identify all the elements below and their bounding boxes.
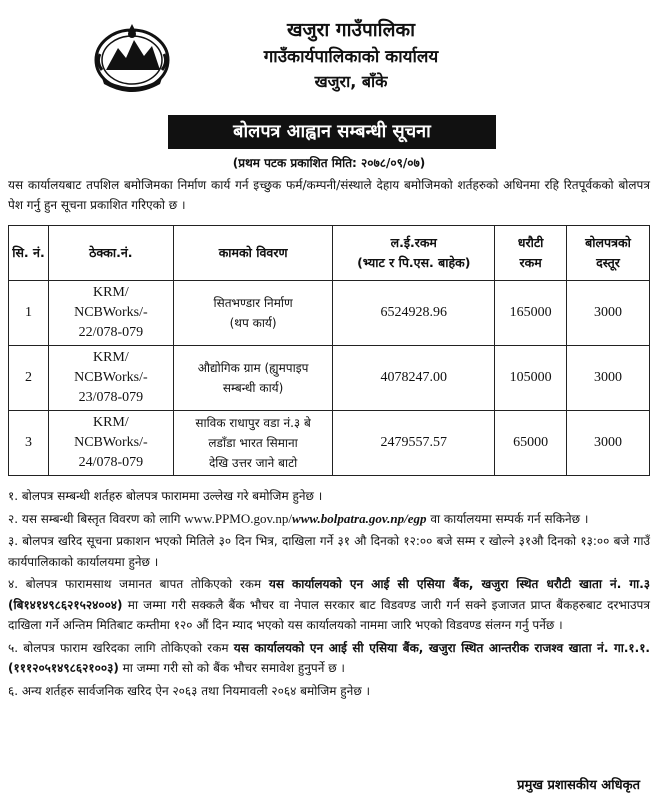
table-row [9, 346, 650, 411]
cell-description: सितभण्डार निर्माण (थप कार्य) [173, 281, 333, 346]
header-contract: ठेक्का.नं. [48, 226, 173, 281]
condition-6: ६. अन्य शर्तहरु सार्वजनिक खरिद ऐन २०६३ तथा नियमावली २०६४ बमोजिम हुनेछ । [8, 683, 371, 698]
cell-estimate: 4078247.00 [333, 346, 495, 411]
cell-deposit: 65000 [495, 411, 567, 476]
notice-intro: यस कार्यालयबाट तपशिल बमोजिमका निर्माण कार्य गर्न इच्छुक फर्म/कम्पनी/संस्थाले देहाय बमोजिमको शर्तहरुको अधिनमा रहि रितपूर्वकको बोलपत्र पेश गर्नु हुन सूचना प्रकाशित गरिएको छ । [8, 178, 650, 212]
organization-block [206, 18, 496, 92]
cell-contract: KRM/ NCBWorks/- 24/078-079 [48, 411, 173, 476]
cell-sn: 2 [9, 346, 49, 411]
condition-2: २. यस सम्बन्धी बिस्तृत विवरण को लागि www.PPMO.gov.np/www.bolpatra.gov.np/egp वा कार्यालयमा सम्पर्क गर्न सकिनेछ । [8, 510, 589, 526]
condition-4: ४. बोलपत्र फारामसाथ जमानत बापत तोकिएको रकम यस कार्यालयको एन आई सी एसिया बैंक, खजुरा स्थित धरौटी खाता नं. गा.३ (बि१४१४९८६२१५२४००४) मा जम्मा गरी सक्कलै बैंक भौचर वा नेपाल सरकार बाट विडवण्ड जारी गर्न सक्ने इजाजत प्राप्त बैंकहरुबाट दरभाउपत्र दाखिला गर्ने अन्तिम मितिबाट कम्तीमा १२० औं दिन म्याद भएको यस कार्यालयको नाममा जारि भएको विडवण्ड संलग्न गर्नु पर्नेछ । [8, 577, 650, 632]
cell-estimate: 6524928.96 [333, 281, 495, 346]
condition-1: १. बोलपत्र सम्बन्धी शर्तहरु बोलपत्र फाराममा उल्लेख गरे बमोजिम हुनेछ । [8, 489, 323, 503]
cell-description: साविक राधापुर वडा नं.३ बे लडाँडा भारत सिमाना देखि उत्तर जाने बाटो [173, 411, 333, 476]
works-table [8, 225, 650, 476]
publication-date: (प्रथम पटक प्रकाशित मिति: २०७८/०९/०७) [232, 156, 426, 170]
cell-contract: KRM/ NCBWorks/- 23/078-079 [48, 346, 173, 411]
cell-sn: 1 [9, 281, 49, 346]
ppmo-link[interactable]: www.PPMO.gov.np/ [184, 510, 293, 526]
org-name: खजुरा गाउँपालिका [286, 19, 415, 41]
nepal-government-emblem [92, 18, 172, 98]
header-fee: बोलपत्रको दस्तूर [567, 226, 650, 281]
cell-deposit: 165000 [495, 281, 567, 346]
conditions-list [8, 486, 650, 703]
header-estimate: ल.ई.रकम (भ्याट र पि.एस. बाहेक) [333, 226, 495, 281]
cell-fee: 3000 [567, 346, 650, 411]
cell-contract: KRM/ NCBWorks/- 22/078-079 [48, 281, 173, 346]
table-header-row [9, 226, 650, 281]
cell-estimate: 2479557.57 [333, 411, 495, 476]
letterhead [0, 0, 658, 110]
bolpatra-link[interactable]: www.bolpatra.gov.np/egp [292, 510, 427, 526]
table-row [9, 411, 650, 476]
office-location: खजुरा, बाँके [314, 72, 388, 91]
header-deposit: धरौटी रकम [495, 226, 567, 281]
table-row [9, 281, 650, 346]
header-sn: सि. नं. [9, 226, 49, 281]
header-description: कामको विवरण [173, 226, 333, 281]
cell-description: औद्योगिक ग्राम (ह्युमपाइप सम्बन्धी कार्य) [173, 346, 333, 411]
cell-fee: 3000 [567, 411, 650, 476]
condition-5: ५. बोलपत्र फाराम खरिदका लागि तोकिएको रकम यस कार्यालयको एन आई सी एसिया बैंक, खजुरा स्थित आन्तरीक राजश्व खाता नं. गा.१.१.(१११२०५१४९८६२१००३) मा जम्मा गरी सो को बैंक भौचर समावेश हुनुपर्ने छ । [8, 640, 650, 675]
signature-title: प्रमुख प्रशासकीय अधिकृत [517, 778, 640, 793]
office-name: गाउँकार्यपालिकाको कार्यालय [263, 47, 439, 67]
cell-deposit: 105000 [495, 346, 567, 411]
condition-3: ३. बोलपत्र खरिद सूचना प्रकाशन भएको मितिले ३० दिन भित्र, दाखिला गर्ने ३१ औ दिनको १२:०० बजे सम्म र खोल्ने ३१औ दिनको १३:०० बजे गाउँ कार्यपालिकाको कार्यालयमा हुनेछ । [8, 534, 650, 569]
cell-sn: 3 [9, 411, 49, 476]
cell-fee: 3000 [567, 281, 650, 346]
notice-title: बोलपत्र आह्वान सम्बन्धी सूचना [168, 115, 496, 149]
